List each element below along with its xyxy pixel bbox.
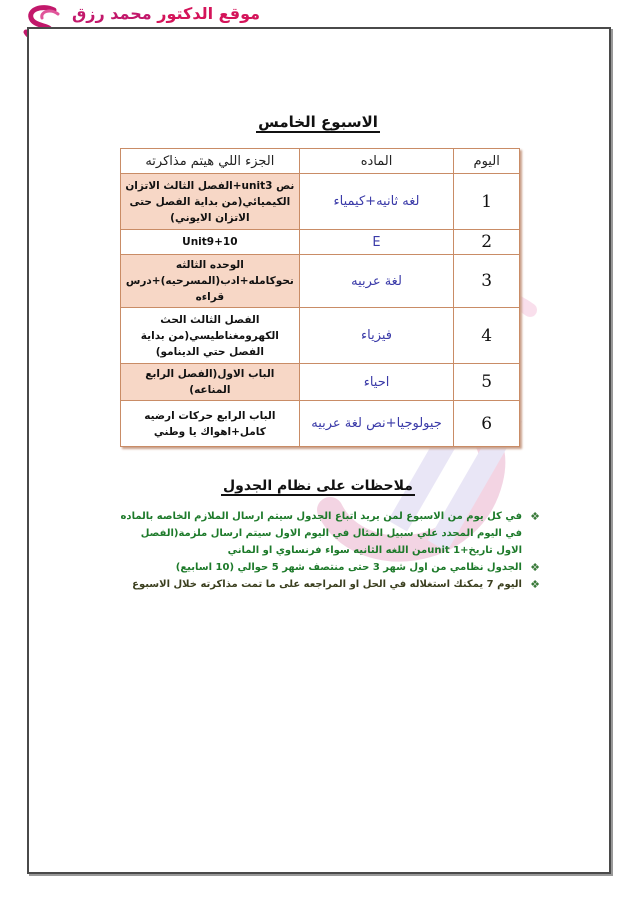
week-title-text: الاسبوع الخامس — [258, 113, 378, 131]
table-row — [121, 401, 520, 447]
list-item — [120, 508, 540, 559]
logo-title — [72, 4, 260, 23]
table-row — [121, 308, 520, 364]
subject-cell: جيولوجيا+نص لغة عربيه — [299, 401, 454, 447]
notes-list — [120, 508, 540, 593]
week-title — [0, 113, 636, 131]
schedule-table — [120, 148, 520, 447]
part-cell: الوحده الثالثه نحوكامله+ادب(المسرحيه)+درس قراءه — [121, 255, 300, 308]
subject-cell: لغة عربيه — [299, 255, 454, 308]
part-cell: الباب الرابع حركات ارضيه كامل+اهواك يا وطني — [121, 401, 300, 447]
note-text: في كل يوم من الاسبوع لمن يريد اتباع الجدول سيتم ارسال الملازم الخاصه بالماده في اليوم المحدد علي سبيل المثال في اليوم الاول سيتم ارسال ملزمة(الفصل الاول تاريخ+unit 1من اللغه الثانيه سواء فرنساوي او الماني — [120, 511, 522, 556]
subject-cell: E — [299, 230, 454, 255]
day-cell: 5 — [454, 364, 520, 401]
list-item — [120, 576, 540, 593]
header-part: الجزء اللي هيتم مذاكرته — [121, 149, 300, 174]
diamond-bullet-icon: ❖ — [530, 510, 540, 523]
table-row — [121, 255, 520, 308]
part-cell: Unit9+10 — [121, 230, 300, 255]
diamond-bullet-icon: ❖ — [530, 561, 540, 574]
part-cell: نص unit3+الفصل الثالث الاتزان الكيميائي(من بداية الفصل حتى الاتزان الايوني) — [121, 174, 300, 230]
header-subject: الماده — [299, 149, 454, 174]
part-cell: الفصل الثالث الحث الكهرومغناطيسي(من بداية الفصل حتي الدينامو) — [121, 308, 300, 364]
day-cell: 2 — [454, 230, 520, 255]
subject-cell: فيزياء — [299, 308, 454, 364]
logo-title-part2: محمد رزق — [72, 4, 152, 23]
table-header-row — [121, 149, 520, 174]
note-text: الجدول نظامي من اول شهر 3 حتى منتصف شهر 5 حوالي (10 اسابيع) — [175, 562, 522, 573]
part-cell: الباب الاول(الفصل الرابع المناعه) — [121, 364, 300, 401]
logo-title-part1: موقع الدكتور — [157, 4, 261, 23]
table-row — [121, 230, 520, 255]
diamond-bullet-icon: ❖ — [530, 578, 540, 591]
table-row — [121, 174, 520, 230]
notes-title — [0, 478, 636, 494]
table-row — [121, 364, 520, 401]
subject-cell: لغه ثانيه+كيمياء — [299, 174, 454, 230]
subject-cell: احياء — [299, 364, 454, 401]
list-item — [120, 559, 540, 576]
day-cell: 3 — [454, 255, 520, 308]
note-text: اليوم 7 يمكنك استغلاله في الحل او المراجعه على ما تمت مذاكرته خلال الاسبوع — [132, 579, 522, 590]
day-cell: 1 — [454, 174, 520, 230]
day-cell: 4 — [454, 308, 520, 364]
header-day: اليوم — [454, 149, 520, 174]
notes-title-text: ملاحظات على نظام الجدول — [223, 478, 413, 494]
day-cell: 6 — [454, 401, 520, 447]
